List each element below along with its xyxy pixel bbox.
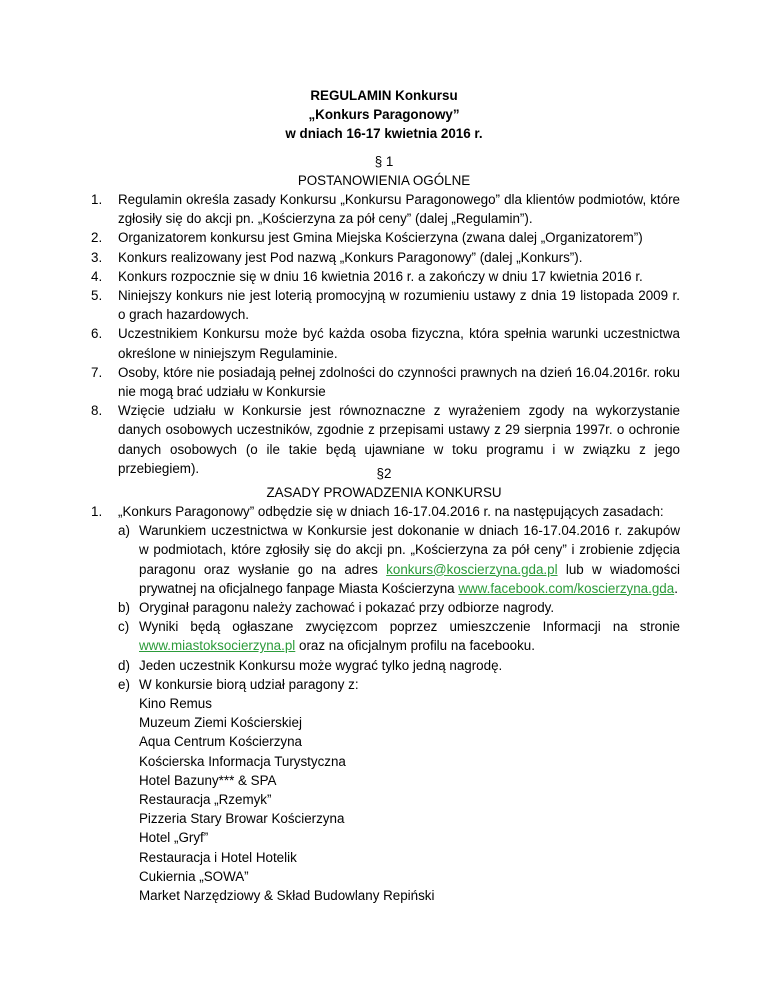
- title-line-1: REGULAMIN Konkursu: [310, 88, 458, 103]
- sub-letter: b): [118, 600, 130, 616]
- section-2-list: [88, 502, 680, 905]
- item-number: 2.: [91, 230, 103, 246]
- item-text: Konkurs rozpocznie się w dniu 16 kwietnia 2016 r. a zakończy w dniu 17 kwietnia 2016 r.: [118, 268, 643, 284]
- venue-item: Kino Remus: [139, 696, 212, 712]
- list-item: [88, 248, 680, 267]
- section-2-symbol: §2: [376, 466, 392, 481]
- sub-text: .: [674, 580, 678, 596]
- list-item: [88, 267, 680, 286]
- sub-item-e: [118, 675, 680, 905]
- sub-list: [118, 521, 680, 905]
- section-1-symbol: § 1: [374, 154, 394, 169]
- item-text: „Konkurs Paragonowy” odbędzie się w dniach 16-17.04.2016 r. na następujących zasadach:: [118, 504, 664, 519]
- document-title: [0, 86, 768, 143]
- sub-text: oraz na oficjalnym profilu na facebooku.: [295, 638, 535, 654]
- venue-item: Cukiernia „SOWA”: [139, 868, 249, 884]
- email-link[interactable]: konkurs@koscierzyna.gda.pl: [386, 561, 558, 577]
- item-text: Uczestnikiem Konkursu może być każda osoba fizyczna, która spełnia warunki uczestnictwa określone w niniejszym Regulaminie.: [118, 326, 680, 361]
- sub-item-c: [118, 617, 680, 655]
- item-text: Niniejszy konkurs nie jest loterią promocyjną w rozumieniu ustawy z dnia 19 listopada 2009 r. o grach hazardowych.: [118, 288, 680, 323]
- item-number: 4.: [91, 268, 103, 284]
- venue-item: Muzeum Ziemi Kościerskiej: [139, 715, 302, 731]
- item-text: Osoby, które nie posiadają pełnej zdolności do czynności prawnych na dzień 16.04.2016r. roku nie mogą brać udziału w Konkursie: [118, 364, 680, 400]
- venue-item: Restauracja i Hotel Hotelik: [139, 849, 297, 865]
- item-number: 1.: [91, 192, 103, 207]
- item-number: 5.: [91, 288, 103, 304]
- venue-item: Market Narzędziowy & Skład Budowlany Repiński: [139, 888, 435, 904]
- sub-text: Wyniki będą ogłaszane zwycięzcom poprzez umieszczenie Informacji na stronie: [139, 619, 680, 635]
- venue-item: Hotel Bazuny*** & SPA: [139, 772, 277, 788]
- sub-item-a: [118, 521, 680, 598]
- item-text: Konkurs realizowany jest Pod nazwą „Konkurs Paragonowy” (dalej „Konkurs”).: [118, 249, 583, 265]
- section-1-heading: POSTANOWIENIA OGÓLNE: [297, 173, 471, 188]
- venue-item: Restauracja „Rzemyk”: [139, 792, 272, 808]
- list-item: [88, 286, 680, 324]
- sub-text: Warunkiem uczestnictwa w Konkursie jest dokonanie w dniach 16-17.04.2016 r. zakupów w podmiotach, które zgłosiły się do akcji pn. „Kościerzyna za pół ceny” i zrobienie zdjęcia paragonu oraz wysłanie go na adres: [139, 523, 680, 577]
- item-text: Regulamin określa zasady Konkursu „Konkursu Paragonowego” dla klientów podmiotów, które zgłosiły się do akcji pn. „Kościerzyna za pół ceny” (dalej „Regulamin”).: [118, 192, 680, 227]
- list-item: [88, 324, 680, 362]
- venue-item: Kościerska Informacja Turystyczna: [139, 753, 346, 769]
- venue-item: Pizzeria Stary Browar Kościerzyna: [139, 811, 345, 827]
- section-1-header: [0, 152, 768, 190]
- item-number: 7.: [91, 364, 103, 380]
- facebook-link[interactable]: www.facebook.com/koscierzyna.gda: [458, 580, 675, 596]
- sub-letter: d): [118, 657, 130, 673]
- list-item: [88, 190, 680, 228]
- website-link[interactable]: www.miastoksocierzyna.pl: [139, 638, 296, 654]
- item-text: Wzięcie udziału w Konkursie jest równoznaczne z wyrażeniem zgody na wykorzystanie danych osobowych uczestników, zgodnie z przepisami ustawy z 29 sierpnia 1997r. o ochronie danych osobowych (o ile takie będą ujawniane w toku programu i w związku z jego przebiegiem).: [118, 403, 680, 476]
- item-text: Organizatorem konkursu jest Gmina Miejska Kościerzyna (zwana dalej „Organizatorem”): [118, 230, 643, 246]
- section-1-list: [88, 190, 680, 478]
- sub-item-d: [118, 656, 680, 675]
- sub-text: lub w wiadomości prywatnej na oficjalnego fanpage Miasta Kościerzyna: [139, 561, 680, 596]
- list-item: [88, 502, 680, 905]
- title-line-2: „Konkurs Paragonowy”: [308, 107, 460, 122]
- list-item: [88, 228, 680, 247]
- sub-text: Oryginał paragonu należy zachować i pokazać przy odbiorze nagrody.: [139, 600, 555, 616]
- item-number: 8.: [91, 403, 103, 419]
- section-2-heading: ZASADY PROWADZENIA KONKURSU: [266, 485, 502, 500]
- sub-letter: e): [118, 676, 130, 692]
- venue-item: Hotel „Gryf”: [139, 830, 209, 846]
- sub-letter: a): [118, 523, 130, 539]
- item-number: 3.: [91, 249, 103, 265]
- sub-text: W konkursie biorą udział paragony z:: [139, 676, 359, 692]
- title-line-3: w dniach 16-17 kwietnia 2016 r.: [285, 126, 483, 141]
- sub-letter: c): [118, 619, 130, 635]
- list-item: [88, 363, 680, 401]
- item-number: 6.: [91, 326, 103, 342]
- sub-item-b: [118, 598, 680, 617]
- venue-item: Aqua Centrum Kościerzyna: [139, 734, 302, 750]
- section-2-header: [0, 464, 768, 502]
- venue-list: [139, 694, 680, 905]
- sub-text: Jeden uczestnik Konkursu może wygrać tylko jedną nagrodę.: [139, 657, 503, 673]
- item-number: 1.: [91, 504, 103, 519]
